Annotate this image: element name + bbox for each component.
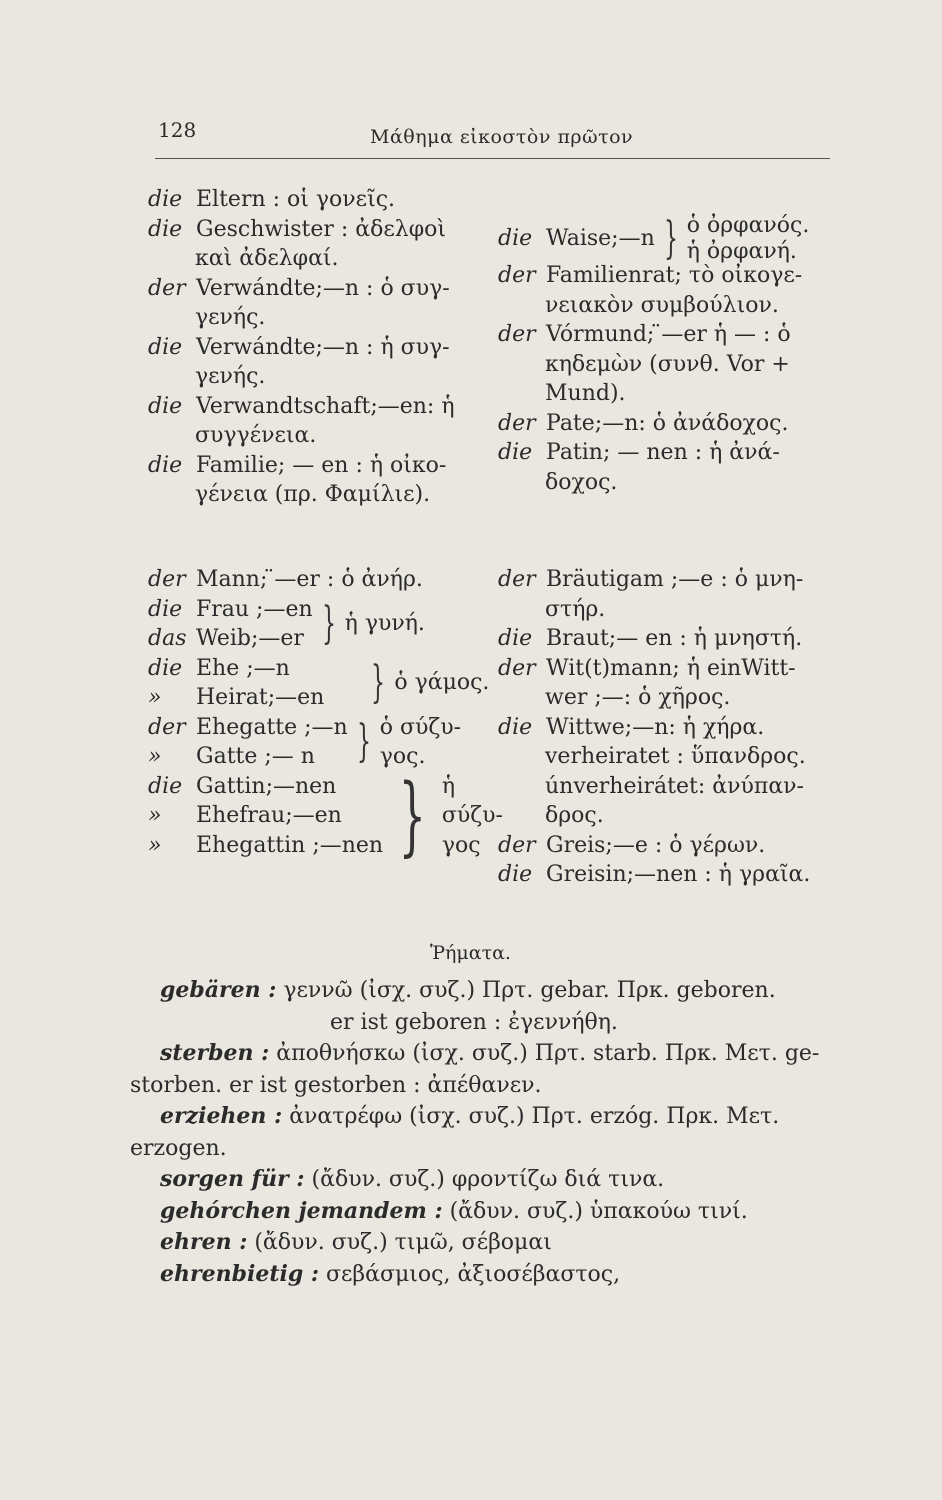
verb-entry: gebären : γεννῶ (ἰσχ. συζ.) Πρτ. gebar. Πρκ. geboren. <box>160 977 776 1003</box>
vocab-entry: der Pate;—n: ὁ ἀνάδοχος. <box>498 410 789 436</box>
vocab-entry: die Patin; — nen : ἡ ἀνά- <box>498 440 780 465</box>
vocab-entry: der Greis;—e : ὁ γέρων. <box>498 832 766 858</box>
vocab-entry: γενής. <box>195 364 266 389</box>
vocab-entry: συγγένεια. <box>195 423 317 448</box>
vocab-entry: die Braut;— en : ἡ μνηστή. <box>498 626 803 651</box>
verb-entry: erzogen. <box>130 1135 227 1161</box>
vocab-entry: der Verwándte;—n : ὁ συγ- <box>148 275 450 301</box>
vocab-entry: die Geschwister : ἀδελφοὶ <box>148 216 447 242</box>
page-number: 128 <box>158 118 197 142</box>
vocab-entry: die Verwandtschaft;—en: ἡ <box>148 393 455 419</box>
vocab-entry: δοχος. <box>545 469 618 495</box>
verb-entry: ehrenbietig : σεβάσμιος, ἀξιοσέβαστος, <box>160 1260 621 1287</box>
vocab-entry: die Waise;—n } ὁ ὀρφανός. ἡ ὀρφανή. <box>498 213 810 264</box>
vocab-brace-group: die Frau ;—en das Weib;—er } ἡ γυνή. <box>148 596 425 651</box>
header-rule <box>155 158 830 159</box>
vocab-brace-group: der Ehegatte ;—n » Gatte ;— n } ὁ σύζυ- γος. <box>148 714 462 769</box>
brace-glyph: } <box>663 213 678 264</box>
vocab-entry: die Eltern : οἱ γονεῖς. <box>148 187 396 212</box>
vocab-column-left-bottom <box>148 565 503 866</box>
vocab-entry: Mund). <box>545 381 626 406</box>
vocab-entry: verheiratet : ὕπανδρος. <box>545 744 806 769</box>
verb-entry: storben. er ist gestorben : ἀπέθανεν. <box>130 1072 542 1098</box>
vocab-entry: der Vórmund; ̈—er ἡ — : ὁ <box>498 322 791 347</box>
brace-glyph: } <box>356 716 371 767</box>
verbs-list <box>130 975 820 1290</box>
vocab-column-right-top <box>498 213 843 497</box>
vocab-entry: κηδεμὼν (συνθ. Vor + <box>545 351 790 377</box>
vocab-entry: καὶ ἀδελφαί. <box>195 246 339 271</box>
verbs-heading: Ῥήματα. <box>430 942 511 964</box>
vocab-column-right-bottom <box>498 565 843 890</box>
vocab-column-left-top <box>148 185 478 510</box>
vocab-entry: der Bräutigam ;—e : ὁ μνη- <box>498 567 804 592</box>
verb-entry: gehórchen jemandem : (ἄδυν. συζ.) ὑπακούω τινί. <box>160 1197 748 1224</box>
vocab-entry: δρος. <box>545 803 604 828</box>
vocab-entry: der Familienrat; τὸ οἰκογε- <box>498 263 803 288</box>
brace-glyph: } <box>371 657 386 708</box>
vocab-entry: die Familie; — en : ἡ οἰκο- <box>148 452 447 478</box>
brace-glyph: } <box>321 598 336 649</box>
verb-entry: erziehen : ἀνατρέφω (ἰσχ. συζ.) Πρτ. erzóg. Πρκ. Μετ. <box>160 1103 780 1129</box>
vocab-brace-group: die Ehe ;—n » Heirat;—en } ὁ γάμος. <box>148 655 490 710</box>
vocab-entry: die Greisin;—nen : ἡ γραῖα. <box>498 862 811 887</box>
verb-entry: ehren : (ἄδυν. συζ.) τιμῶ, σέβομαι <box>160 1229 552 1255</box>
vocab-entry: στήρ. <box>545 596 606 622</box>
verb-entry: er ist geboren : ἐγεννήθη. <box>330 1009 618 1035</box>
vocab-entry: γενής. <box>195 305 266 330</box>
vocab-entry: únverheirátet: ἀνύπαν- <box>545 773 804 799</box>
vocab-entry: wer ;—: ὁ χῆρος. <box>545 685 731 710</box>
vocab-entry: die Wittwe;—n: ἡ χήρα. <box>498 714 765 740</box>
verb-entry: sorgen für : (ἄδυν. συζ.) φροντίζω διά τινα. <box>160 1166 665 1192</box>
page-title: Μάθημα εἰκοστὸν πρῶτον <box>370 126 634 148</box>
brace-glyph: } <box>398 765 427 866</box>
vocab-entry: γένεια (πρ. Φαμίλιε). <box>195 482 431 507</box>
verb-entry: sterben : ἀποθνήσκω (ἰσχ. συζ.) Πρτ. starb. Πρκ. Μετ. ge- <box>160 1040 820 1066</box>
vocab-entry: νειακὸν συμβούλιον. <box>545 292 779 318</box>
vocab-brace-group: die Gattin;—nen » Ehefrau;—en » Ehegattin ;—nen } ἡ σύζυ- γος <box>148 765 503 866</box>
vocab-entry: die Verwándte;—n : ἡ συγ- <box>148 334 450 360</box>
vocab-entry: der Wit(t)mann; ἡ einWitt- <box>498 655 796 681</box>
vocab-entry: der Mann; ̈—er : ὁ ἀνήρ. <box>148 567 423 592</box>
